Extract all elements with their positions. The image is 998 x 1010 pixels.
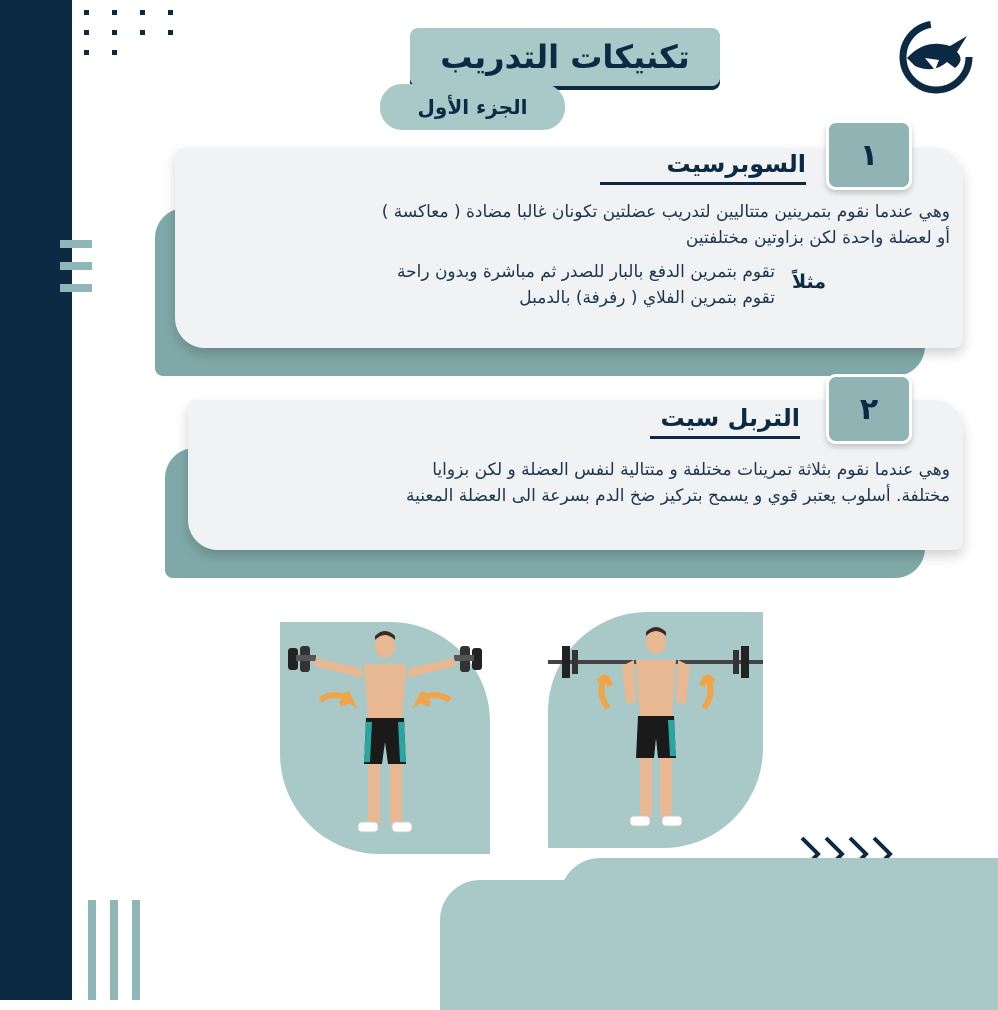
section-1-example-line-1: تقوم بتمرين الدفع بالبار للصدر ثم مباشرة وبدون راحة (396, 262, 775, 282)
vertical-stripe-decoration (82, 900, 152, 1000)
section-1-example-line-2: تقوم بتمرين الفلاي ( رفرفة) بالدمبل (519, 288, 775, 308)
stripe-decoration (60, 240, 92, 300)
page-title: تكنيكات التدريب (440, 38, 690, 76)
barbell-curl-figure-icon (548, 612, 763, 848)
section-1-description-line-2: أو لعضلة واحدة لكن بزاوتين مختلفتين (685, 228, 950, 248)
section-1-description-line-1: وهي عندما نقوم بتمرينين متتاليين لتدريب عضلتين تكونان غالبا مضادة ( معاكسة ) (381, 202, 950, 222)
bottom-decorative-shape-upper (560, 858, 998, 918)
section-2-description-line-2: مختلفة. أسلوب يعتبر قوي و يسمح بتركيز ضخ الدم بسرعة الى العضلة المعنية (406, 486, 950, 506)
shark-logo-icon (895, 18, 977, 96)
dot-grid-decoration (82, 8, 192, 58)
lateral-raise-figure-icon (280, 622, 490, 854)
section-1-number: ١ (826, 120, 912, 190)
section-1-heading: السوبرسيت (600, 150, 806, 185)
section-2-description-line-1: وهي عندما نقوم بثلاثة تمرينات مختلفة و متتالية لنفس العضلة و لكن بزوايا (432, 460, 950, 480)
section-2-number: ٢ (826, 374, 912, 444)
section-2-heading: التربل سيت (650, 404, 800, 439)
page-subtitle: الجزء الأول (417, 95, 528, 119)
section-1-example-label: مثلاً (792, 271, 826, 293)
left-navy-bar (0, 0, 72, 1000)
